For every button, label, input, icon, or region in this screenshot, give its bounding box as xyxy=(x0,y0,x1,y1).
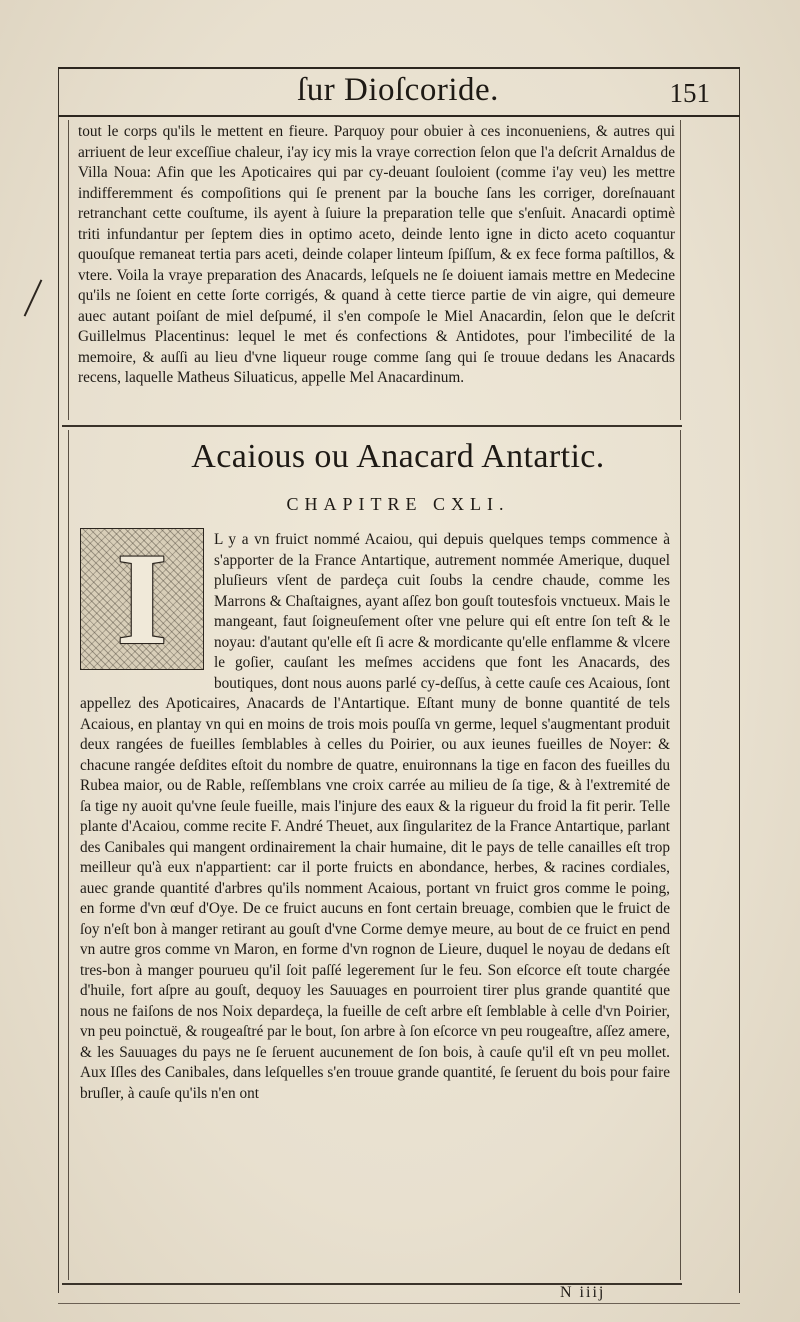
inner-border-left-lower xyxy=(68,430,69,1280)
paragraph: tout le corps qu'ils le mettent en fieure. Parquoy pour obuier à ces inconueniens, & autres qui arriuent de leur exceſſiue chaleur, i'ay icy mis la vraye correction ſelon que l'a deſcrit Arnaldus de Villa Noua: Afin que les Apoticaires qui par cy-deuant ſouloient (comme i'ay veu) les mettre indifferemment és compoſitions qui ſe prenent par la bouche ſans les corriger, doreſnauant retranchant cette couſtume, ils ayent à ſuiure la preparation telle que s'enſuit. Anacardi optimè triti infundantur per ſeptem dies in optimo aceto, deinde lento igne in dicto aceto coquantur quouſque remaneat tertia pars aceti, deinde colaper linteum ſpiſſum, & ex fece forma paſtillos, & vtere. Voila la vraye preparation des Anacards, leſquels ne ſe doiuent iamais mettre en Medecine qu'ils ne ſoient en cette ſorte corrigés, & quand à cette tierce partie de vin aigre, qui demeure auec autant poiſant de miel deſpumé, il s'en compoſe le Miel Anacardin, ſelon que le deſcrit Guillelmus Placentinus: lequel le met és confections & Antidotes, pour l'imbecilité de la memoire, & auſſi au lieu d'vne liqueur rouge comme ſang qui ſe trouue dedans les Anacards recens, laquelle Matheus Siluaticus, appelle Mel Anacardinum. xyxy=(78,123,675,386)
chapter-number: CHAPITRE CXLI. xyxy=(286,494,510,514)
page-number: 151 xyxy=(669,78,710,108)
signature-mark: N iiij xyxy=(560,1284,606,1301)
running-head-title: ſur Dioſcoride. xyxy=(297,72,499,108)
chapter-title: Acaious ou Anacard Antartic. xyxy=(191,438,605,475)
previous-chapter-text xyxy=(78,122,675,389)
paragraph: L y a vn fruict nommé Acaiou, qui depuis quelques temps commence à s'apporter de la France Antartique, autrement nommée Amerique, duquel pluſieurs vſent de pardeça cuit ſoubs la cendre chaude, comme les Marrons & Chaſtaignes, ayant aſſez bon gouſt toutesfois vnctueux. Mais le mangeant, faut ſoigneuſement oſter vne pelure qui eſt entre ſon teſt & le noyau: d'autant qu'elle eſt ſi acre & mordicante qu'elle enflamme & vlcere le goſier, cauſant les meſmes accidens que font les Anacards, des boutiques, dont nous auons parlé cy-deſſus, à cette cauſe ces Acaious, ſont appellez des Apoticaires, Anacards de l'Antartique. Eſtant muny de bonne quantité de tels Acaious, en plantay vn qui en moins de trois mois pouſſa vn germe, lequel s'augmentant produit deux rangées de fueilles ſemblables à celles du Poirier, ou aux ieunes fueilles de Noyer: & chacune rangée deſdites eſtoit du nombre de quatre, enuironnans la tige en facon des fueilles du Rubea maior, ou de Rable, reſſemblans vne croix carrée au milieu de ſa tige, & à l'extremité de ſa tige ny auoit qu'vne ſeule fueille, mais l'injure des eaux & la rigueur du froid la fit perir. Telle plante d'Acaiou, comme recite F. André Theuet, aux ſingularitez de la France Antartique, parlant des Canibales qui mangent ordinairement la chair humaine, dit le pays de telle canailles eſt trop meilleur qu'à eux n'appartient: car il porte fruicts en abondance, herbes, & racines cordiales, auec grande quantité d'arbres qu'ils nomment Acaious, portant vn fruict gros comme le poing, en forme d'vn œuf d'Oye. De ce fruict aucuns en font certain breuage, combien que le fruict de ſoy n'eſt bon à manger retirant au gouſt d'vne Corme demye meure, au bout de ce fruict en pend vn autre gros comme vn Maron, en forme d'vn rognon de Lieure, duquel le noyau de dedans eſt tres-bon à manger pourueu qu'il ſoit paſſé legerement ſur le feu. Son eſcorce eſt toute chargée d'huile, fort aſpre au gouſt, dequoy les Sauuages en pourroient tirer plus grande quantité que nous ne faiſons de nos Noix depardeça, la fueille de ceſt arbre eſt ſemblable à celle d'vn Poirier, vn peu poinctuë, & rougeaſtré par le bout, ſon arbre à ſon eſcorce vn peu rougeaſtre, aſſez amere, & les Sauuages du pays ne ſe ſeruent aucunement de ſon bois, à cauſe qu'il eſt vn peu mollet. Aux Iſles des Canibales, dans leſquelles s'en trouue grande quantité, ſe ſeruent du bois pour faire bruſler, à cauſe qu'ils n'en ont xyxy=(80,531,670,1102)
running-head xyxy=(58,72,738,112)
section-divider xyxy=(62,425,682,427)
top-rule xyxy=(58,67,740,69)
head-rule xyxy=(58,115,740,117)
ornamental-initial xyxy=(80,528,204,670)
inner-border-left xyxy=(68,120,69,420)
foot-rule xyxy=(58,1303,740,1304)
inner-border-right xyxy=(680,120,681,420)
initial-letter: I xyxy=(116,528,168,670)
inner-border-right-lower xyxy=(680,430,681,1280)
